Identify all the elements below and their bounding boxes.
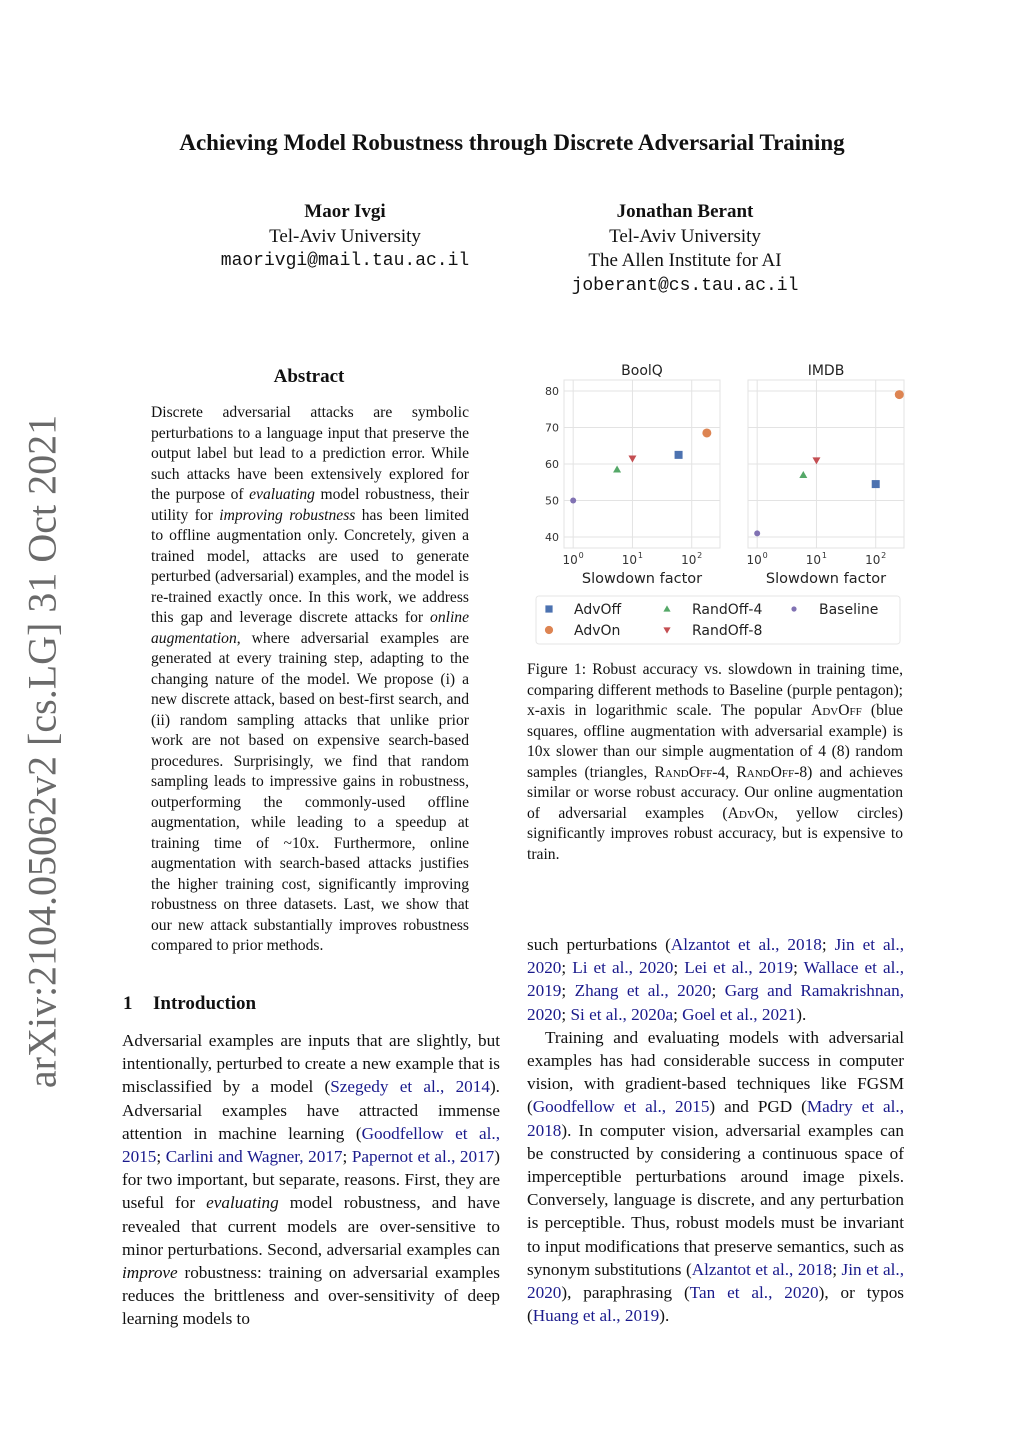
paragraph: such perturbations (Alzantot et al., 2018; Jin et al., 2020; Li et al., 2020; Lei et al., 2019; Wallace et al., 2019; Zhang et al., 2020; Garg and Ramakrishnan, 2020; Si et al., 2020a; Goel et al., 2021). <box>527 935 905 1024</box>
citation-link[interactable]: Goodfellow et al., 2015 <box>532 1097 710 1117</box>
chart-panel-imdb <box>747 363 904 587</box>
legend-label: AdvOn <box>574 623 621 639</box>
legend-marker <box>545 605 552 612</box>
legend-label: RandOff-8 <box>692 623 763 639</box>
citation-link[interactable]: Tan et al., 2020 <box>689 1283 819 1303</box>
x-tick-label: 10 <box>746 553 762 567</box>
citation-link[interactable]: Goel et al., 2021 <box>682 1004 797 1024</box>
x-tick-exponent: 1 <box>637 551 643 560</box>
data-point-advon <box>895 390 904 399</box>
x-axis-label: Slowdown factor <box>765 571 887 587</box>
citation-link[interactable]: Goodfellow et al., 2015 <box>122 1123 500 1167</box>
paper-title: Achieving Model Robustness through Discrete Adversarial Training <box>179 130 845 155</box>
data-point-advoff <box>872 480 880 488</box>
author-name: Maor Ivgi <box>304 201 386 222</box>
y-tick-label: 40 <box>545 531 559 545</box>
citation-link[interactable]: Wallace et al., 2019 <box>527 958 904 1001</box>
legend-label: RandOff-4 <box>692 602 763 618</box>
abstract-heading: Abstract <box>273 366 345 387</box>
x-tick-exponent: 2 <box>697 551 703 560</box>
y-tick-label: 50 <box>545 494 559 508</box>
author-affiliation: Tel-Aviv University <box>269 225 421 247</box>
y-tick-label: 60 <box>545 458 559 471</box>
x-tick-exponent: 0 <box>762 551 768 560</box>
author-affiliation-2: The Allen Institute for AI <box>588 250 782 271</box>
x-tick-label: 10 <box>562 553 578 567</box>
citation-link[interactable]: Jin et al., 2020 <box>527 935 905 978</box>
x-tick-label: 10 <box>681 553 697 567</box>
x-axis-label: Slowdown factor <box>581 571 703 587</box>
x-tick-label: 10 <box>865 553 881 567</box>
figure-1 <box>522 360 912 650</box>
x-tick-exponent: 1 <box>821 551 827 560</box>
citation-link[interactable]: Szegedy et al., 2014 <box>330 1077 490 1097</box>
x-tick-exponent: 0 <box>578 551 584 560</box>
chart-title: BoolQ <box>621 363 663 379</box>
figure-caption: Figure 1: Robust accuracy vs. slowdown in training time, comparing different methods to Baseline (purple pentagon); x-axis in logarithmic scale. The popular AdvOff (blue squares, offline augmentation with adversarial example) is 10x slower than our simple augmentation of 4 (8) random samples (triangles, RandOff-4, RandOff-8) and achieves similar or worse robust accuracy. Our online augmentation of adversarial examples (AdvOn, yellow circles) significantly improves robust accuracy, but is expensive to train. <box>527 661 903 863</box>
x-tick-label: 10 <box>621 553 638 567</box>
abstract-text: Discrete adversarial attacks are symbolic perturbations to a language input that preserve the output label but lead to a prediction error. While such attacks have been extensively explored for the purpose of evaluating model robustness, their utility for improving robustness has been limited to offline augmentation only. Concretely, given a trained model, attacks are used to generate perturbed (adversarial) examples, and the model is re-trained exactly once. In this work, we address this gap and leverage discrete attacks for online augmentation, where adversarial examples are generated at every training step, adapting to the changing nature of the model. We propose (i) a new discrete attack, based on best-first search, and (ii) random sampling attacks that unlike prior work are not based on expensive search-based procedures. Surprisingly, we find that random sampling leads to impressive gains in robustness, outperforming the commonly-used offline augmentation, while leading to a speedup at training time of ~10x. Furthermore, online augmentation with search-based attacks justifies the higher training cost, significantly improving robustness on three datasets. Last, we show that our new attack substantially improves robustness compared to prior methods. <box>151 404 469 954</box>
data-point-advoff <box>675 451 683 459</box>
author-affiliation: Tel-Aviv University <box>609 225 761 247</box>
citation-link[interactable]: Alzantot et al., 2018 <box>691 1259 833 1279</box>
citation-link[interactable]: Lei et al., 2019 <box>684 958 794 978</box>
y-tick-label: 80 <box>545 384 559 398</box>
citation-link[interactable]: Zhang et al., 2020 <box>574 981 712 1001</box>
author-name: Jonathan Berant <box>616 201 754 222</box>
citation-link[interactable]: Huang et al., 2019 <box>532 1306 660 1326</box>
author-block-1 <box>190 200 500 274</box>
data-point-baseline <box>754 530 760 536</box>
author-block-2 <box>530 200 840 298</box>
citation-link[interactable]: Si et al., 2020a <box>570 1004 674 1024</box>
data-point-advon <box>702 428 711 437</box>
citation-link[interactable]: Garg and Ramakrishnan, 2020 <box>527 981 904 1024</box>
legend-label: Baseline <box>819 602 879 618</box>
legend-marker <box>545 626 553 634</box>
citation-link[interactable]: Carlini and Wagner, 2017 <box>165 1147 343 1167</box>
x-tick-exponent: 2 <box>881 551 887 560</box>
right-column-text <box>527 933 904 1327</box>
intro-paragraph: Adversarial examples are inputs that are slightly, but intentionally, perturbed to create a new example that is misclassified by a model (Szegedy et al., 2014). Adversarial examples have attracted immense attention in machine learning (Goodfellow et al., 2015; Carlini and Wagner, 2017; Papernot et al., 2017) for two important, but separate, reasons. First, they are useful for evaluating model robustness, and have revealed that current models are over-sensitive to minor perturbations. Second, adversarial examples can improve robustness: training on adversarial examples reduces the brittleness and over-sensitivity of deep learning models to <box>122 1031 501 1329</box>
citation-link[interactable]: Li et al., 2020 <box>572 958 674 978</box>
chart-panel-boolq <box>545 363 720 587</box>
legend-label: AdvOff <box>574 602 622 618</box>
arxiv-id: arXiv:2104.05062v2 [cs.LG] 31 Oct 2021 <box>19 414 65 1089</box>
paragraph: Training and evaluating models with adversarial examples has had considerable success in computer vision, with gradient-based techniques like FGSM (Goodfellow et al., 2015) and PGD (Madry et al., 2018). In computer vision, adversarial examples can be constructed by considering a continuous space of imperceptible perturbations around image pixels. Conversely, language is discrete, and any perturbation is perceptible. Thus, robust models must be invariant to input modifications that preserve semantics, such as synonym substitutions (Alzantot et al., 2018; Jin et al., 2020), paraphrasing (Tan et al., 2020), or typos (Huang et al., 2019). <box>527 1027 905 1326</box>
citation-link[interactable]: Madry et al., 2018 <box>527 1097 904 1140</box>
citation-link[interactable]: Papernot et al., 2017 <box>351 1147 495 1167</box>
author-email: maorivgi@mail.tau.ac.il <box>220 251 470 271</box>
citation-link[interactable]: Jin et al., 2020 <box>527 1259 905 1303</box>
y-tick-label: 70 <box>545 421 559 435</box>
data-point-baseline <box>570 498 576 504</box>
chart-title: IMDB <box>807 363 845 379</box>
section-heading-introduction: 1 Introduction <box>123 993 257 1014</box>
chart-legend <box>536 596 900 644</box>
author-email: joberant@cs.tau.ac.il <box>571 275 799 296</box>
citation-link[interactable]: Alzantot et al., 2018 <box>670 935 822 954</box>
x-tick-label: 10 <box>805 553 822 567</box>
legend-marker <box>791 606 796 611</box>
